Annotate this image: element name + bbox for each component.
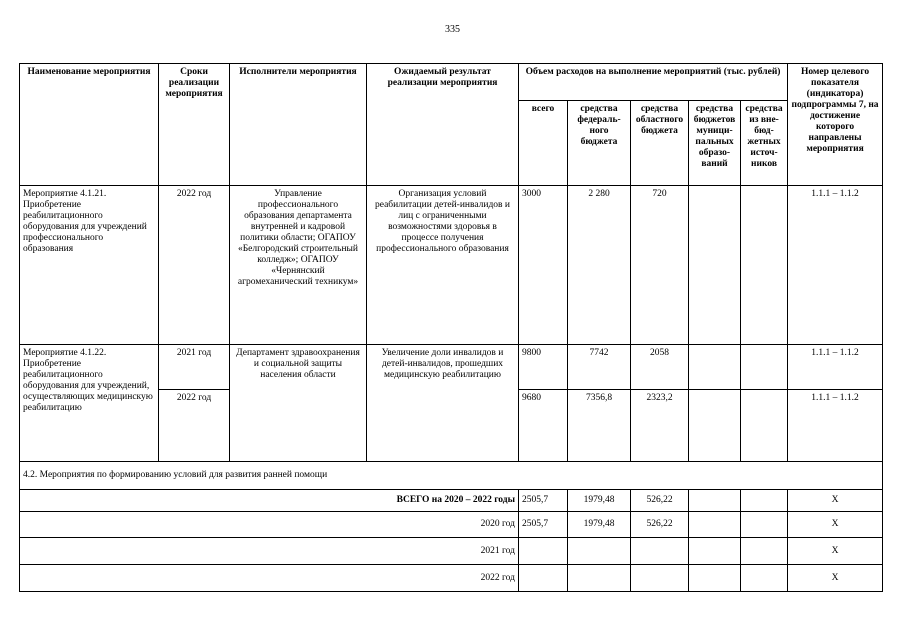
- totals-row: [20, 538, 883, 565]
- row1-regional: 720: [631, 186, 689, 345]
- row2-federal-2022: 7356,8: [568, 390, 631, 462]
- section-title: 4.2. Мероприятия по формированию условий для развития ранней помощи: [20, 462, 883, 490]
- header-expenses: Объем расходов на выполнение мероприятий (тыс. рублей): [519, 64, 788, 101]
- totals-federal: 1979,48: [568, 490, 631, 512]
- section-row: [20, 462, 883, 490]
- totals-indicator: X: [788, 512, 883, 538]
- table-row: [20, 345, 883, 390]
- row2-executors: Департамент здравоохранения и социальной защиты населения области: [230, 345, 367, 462]
- row2-total-2021: 9800: [519, 345, 568, 390]
- totals-regional: 526,22: [631, 512, 689, 538]
- totals-label: 2021 год: [20, 538, 519, 565]
- header-result: Ожидаемый результат реализации мероприятия: [367, 64, 519, 186]
- totals-row: [20, 490, 883, 512]
- totals-municipal: [689, 490, 741, 512]
- totals-federal: 1979,48: [568, 512, 631, 538]
- totals-row: [20, 565, 883, 592]
- row1-extra: [741, 186, 788, 345]
- row1-executors: Управление профессионального образования департамента внутренней и кадровой политики области; ОГАПОУ «Белгородский строительный колледж»; ОГАПОУ «Чернянский агромеханический техникум»: [230, 186, 367, 345]
- header-extra: средства из вне-бюд-жетных источ-ников: [741, 101, 788, 186]
- row2-regional-2021: 2058: [631, 345, 689, 390]
- row1-federal: 2 280: [568, 186, 631, 345]
- totals-extra: [741, 538, 788, 565]
- table-row: [20, 186, 883, 345]
- totals-extra: [741, 512, 788, 538]
- page-number: 335: [445, 24, 460, 35]
- header-federal: средства федераль-ного бюджета: [568, 101, 631, 186]
- header-regional: средства областного бюджета: [631, 101, 689, 186]
- row1-total: 3000: [519, 186, 568, 345]
- expenses-table: [19, 63, 883, 592]
- row2-federal-2021: 7742: [568, 345, 631, 390]
- row1-name: Мероприятие 4.1.21. Приобретение реабилитационного оборудования для учреждений профессионального образования: [20, 186, 159, 345]
- totals-regional: 526,22: [631, 490, 689, 512]
- totals-extra: [741, 490, 788, 512]
- row1-indicator: 1.1.1 – 1.1.2: [788, 186, 883, 345]
- totals-label: ВСЕГО на 2020 – 2022 годы: [20, 490, 519, 512]
- totals-municipal: [689, 512, 741, 538]
- totals-total: [519, 565, 568, 592]
- row2-municipal-2022: [689, 390, 741, 462]
- totals-total: 2505,7: [519, 512, 568, 538]
- row2-indicator-2022: 1.1.1 – 1.1.2: [788, 390, 883, 462]
- totals-federal: [568, 565, 631, 592]
- totals-extra: [741, 565, 788, 592]
- totals-label: 2020 год: [20, 512, 519, 538]
- row2-name: Мероприятие 4.1.22. Приобретение реабилитационного оборудования для учреждений, осуществляющих медицинскую реабилитацию: [20, 345, 159, 462]
- row1-municipal: [689, 186, 741, 345]
- header-indicator: Номер целевого показателя (индикатора) подпрограммы 7, на достижение которого направлены мероприятия: [788, 64, 883, 186]
- totals-total: 2505,7: [519, 490, 568, 512]
- totals-label: 2022 год: [20, 565, 519, 592]
- row1-period: 2022 год: [159, 186, 230, 345]
- totals-row: [20, 512, 883, 538]
- totals-regional: [631, 565, 689, 592]
- row2-extra-2022: [741, 390, 788, 462]
- row2-period-2021: 2021 год: [159, 345, 230, 390]
- header-name: Наименование мероприятия: [20, 64, 159, 186]
- totals-municipal: [689, 565, 741, 592]
- totals-federal: [568, 538, 631, 565]
- row2-indicator-2021: 1.1.1 – 1.1.2: [788, 345, 883, 390]
- row2-total-2022: 9680: [519, 390, 568, 462]
- totals-regional: [631, 538, 689, 565]
- row2-municipal-2021: [689, 345, 741, 390]
- header-total: всего: [519, 101, 568, 186]
- header-municipal: средства бюджетов муници-пальных образо-ваний: [689, 101, 741, 186]
- row1-result: Организация условий реабилитации детей-инвалидов и лиц с ограниченными возможностями здоровья в процессе получения профессионального образования: [367, 186, 519, 345]
- totals-indicator: X: [788, 490, 883, 512]
- row2-period-2022: 2022 год: [159, 390, 230, 462]
- row2-result: Увеличение доли инвалидов и детей-инвалидов, прошедших медицинскую реабилитацию: [367, 345, 519, 462]
- header-period: Сроки реализации мероприятия: [159, 64, 230, 186]
- row2-extra-2021: [741, 345, 788, 390]
- row2-regional-2022: 2323,2: [631, 390, 689, 462]
- totals-indicator: X: [788, 538, 883, 565]
- totals-total: [519, 538, 568, 565]
- totals-municipal: [689, 538, 741, 565]
- header-executors: Исполнители мероприятия: [230, 64, 367, 186]
- totals-indicator: X: [788, 565, 883, 592]
